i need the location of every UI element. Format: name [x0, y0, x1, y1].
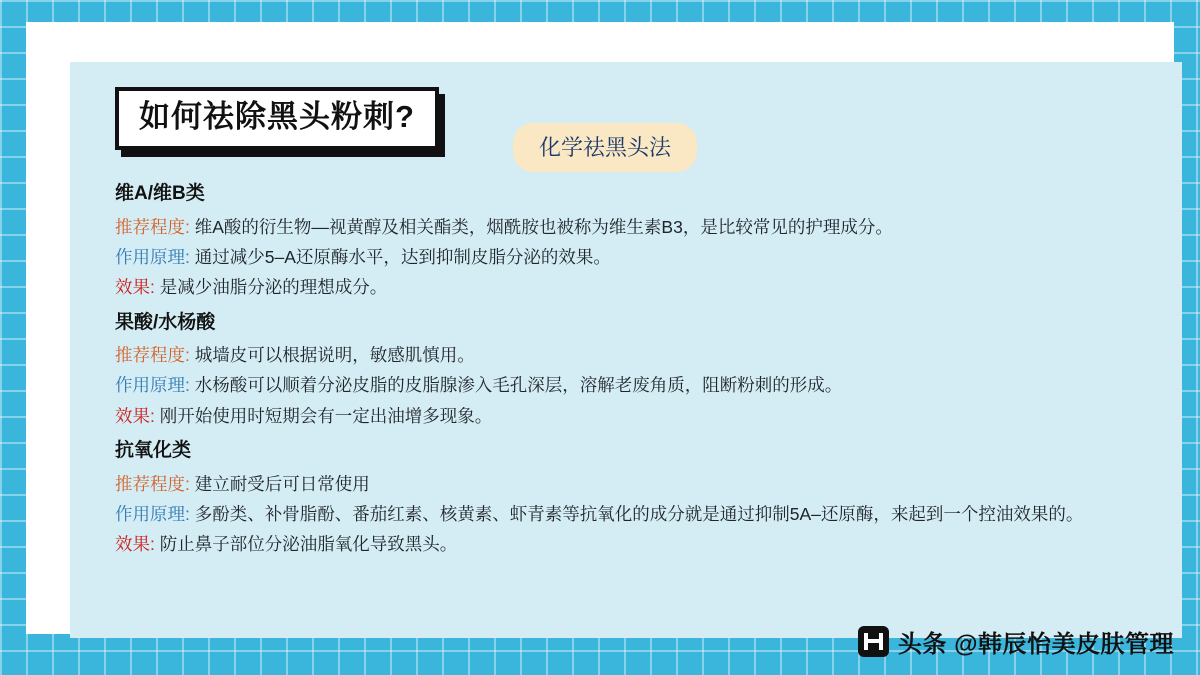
section-heading: 抗氧化类	[115, 440, 192, 462]
subtitle-pill	[513, 123, 697, 172]
row-value: 城墙皮可以根据说明，敏感肌慎用。	[194, 345, 475, 366]
section-row	[115, 402, 1145, 430]
watermark	[858, 624, 1174, 659]
toutiao-logo-bar	[879, 633, 883, 650]
section-group	[115, 180, 1145, 302]
row-value: 维A酸的衍生物—视黄醇及相关酯类，烟酰胺也被称为维生素B3，是比较常见的护理成分。	[194, 216, 893, 237]
toutiao-logo-icon	[858, 626, 889, 657]
content-card	[70, 62, 1182, 638]
row-label-recommend: 推荐程度:	[115, 345, 190, 366]
page-title: 如何祛除黑头粉刺?	[139, 99, 415, 134]
section-row	[115, 530, 1145, 558]
section-heading: 果酸/水杨酸	[115, 311, 216, 333]
row-value: 是减少油脂分泌的理想成分。	[159, 277, 388, 298]
row-value: 刚开始使用时短期会有一定出油增多现象。	[159, 405, 493, 426]
subtitle-label: 化学祛黑头法	[539, 135, 672, 160]
row-label-mechanism: 作用原理:	[115, 503, 190, 524]
row-label-recommend: 推荐程度:	[115, 473, 190, 494]
row-value: 通过减少5–A还原酶水平，达到抑制皮脂分泌的效果。	[194, 246, 611, 267]
row-value: 水杨酸可以顺着分泌皮脂的皮脂腺渗入毛孔深层，溶解老废角质，阻断粉刺的形成。	[194, 375, 843, 396]
title-box	[115, 87, 439, 150]
row-label-effect: 效果:	[115, 405, 155, 426]
white-frame	[26, 22, 1174, 634]
section-row	[115, 341, 1145, 369]
section-group	[115, 309, 1145, 431]
row-label-mechanism: 作用原理:	[115, 375, 190, 396]
row-value: 多酚类、补骨脂酚、番茄红素、核黄素、虾青素等抗氧化的成分就是通过抑制5A–还原酶，来起到一个控油效果的。	[194, 503, 1084, 524]
section-row	[115, 470, 1145, 498]
section-heading: 维A/维B类	[115, 183, 205, 204]
section-row	[115, 213, 1145, 241]
section-row	[115, 273, 1145, 301]
row-label-effect: 效果:	[115, 534, 155, 555]
row-label-recommend: 推荐程度:	[115, 216, 190, 237]
section-row	[115, 371, 1145, 399]
sections-container	[115, 180, 1145, 561]
row-value: 建立耐受后可日常使用	[194, 473, 370, 494]
section-row	[115, 243, 1145, 271]
section-row	[115, 500, 1145, 528]
section-group	[115, 437, 1145, 559]
row-label-mechanism: 作用原理:	[115, 246, 190, 267]
row-label-effect: 效果:	[115, 277, 155, 298]
row-value: 防止鼻子部位分泌油脂氧化导致黑头。	[159, 534, 458, 555]
watermark-text: 头条 @韩辰怡美皮肤管理	[897, 631, 1174, 658]
